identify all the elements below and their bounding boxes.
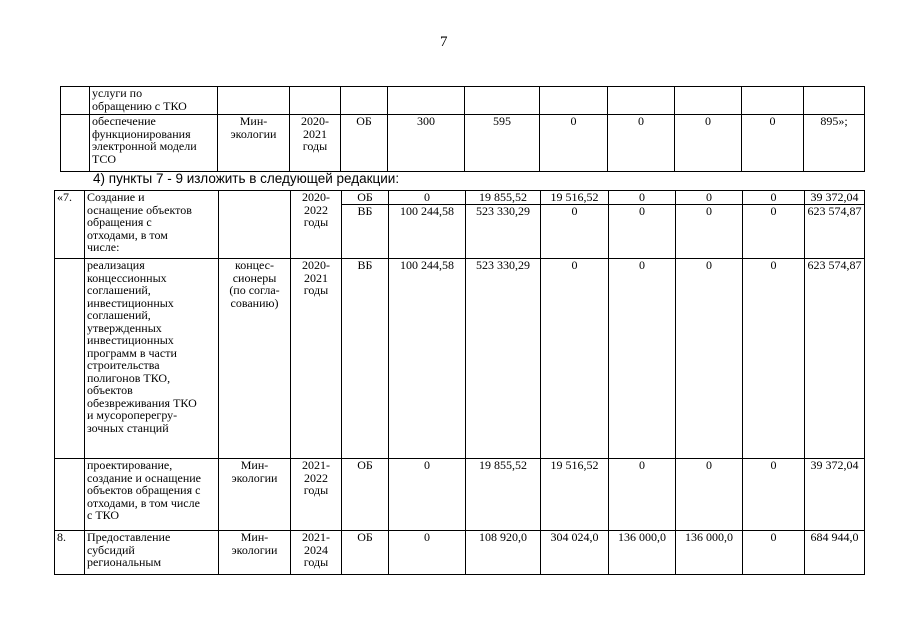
value-cell: 0	[389, 531, 466, 575]
item-number: «7.	[55, 191, 85, 259]
name-line: услуги по	[92, 86, 143, 100]
table-row	[55, 259, 865, 459]
value-cell: 0	[676, 259, 743, 459]
value-cell: 0	[540, 115, 608, 172]
value-cell: 0	[676, 459, 743, 531]
value-cell: 684 944,0	[805, 531, 865, 575]
table-row	[55, 459, 865, 531]
value-cell: 100 244,58	[389, 259, 466, 459]
period-cell: 2021- 2024 годы	[291, 531, 342, 575]
value-cell: 0	[743, 191, 805, 205]
value-cell: 895»;	[804, 115, 865, 172]
table-top	[60, 86, 865, 172]
value-cell: 39 372,04	[805, 191, 865, 205]
value-cell: 0	[743, 205, 805, 259]
executor-cell: Мин- экологии	[218, 115, 290, 172]
value-cell: 0	[609, 259, 676, 459]
value-cell: 39 372,04	[805, 459, 865, 531]
row-name-e-model	[90, 115, 218, 172]
value-cell: 0	[609, 205, 676, 259]
source-cell: ОБ	[342, 191, 389, 205]
value-cell: 0	[389, 191, 466, 205]
table-main	[54, 190, 865, 575]
value-cell: 0	[541, 259, 609, 459]
period-cell: 2021- 2022 годы	[291, 459, 342, 531]
value-cell: 623 574,87	[805, 259, 865, 459]
table-row	[55, 191, 865, 205]
item8-name: Предоставление субсидий региональным	[85, 531, 219, 575]
source-cell: ВБ	[342, 205, 389, 259]
value-cell: 0	[676, 205, 743, 259]
page-number: 7	[440, 34, 448, 50]
value-cell: 0	[541, 205, 609, 259]
value-cell: 304 024,0	[541, 531, 609, 575]
value-cell: 19 516,52	[541, 191, 609, 205]
table-row	[61, 87, 865, 115]
item7-name: Создание и оснащение объектов обращения с отходами, в том числе:	[85, 191, 219, 259]
executor-cell	[219, 191, 291, 259]
name-line: обращению с ТКО	[92, 98, 187, 113]
period-cell: 2020- 2021 годы	[290, 115, 341, 172]
period-cell: 2020- 2021 годы	[291, 259, 342, 459]
value-cell: 0	[743, 259, 805, 459]
source-cell: ОБ	[342, 459, 389, 531]
name-line: электронной модели	[92, 139, 197, 153]
executor-cell: Мин- экологии	[219, 459, 291, 531]
value-cell: 19 855,52	[466, 459, 541, 531]
name-line: обеспечение	[92, 114, 156, 128]
value-cell: 100 244,58	[389, 205, 466, 259]
sub2-name: проектирование, создание и оснащение объектов обращения с отходами, в том числе с ТКО	[85, 459, 219, 531]
value-cell: 0	[609, 459, 676, 531]
executor-cell: концес- сионеры (по согла- сованию)	[219, 259, 291, 459]
item-number: 8.	[55, 531, 85, 575]
value-cell: 0	[742, 115, 804, 172]
table-row	[61, 115, 865, 172]
name-line: функционирования	[92, 126, 191, 141]
value-cell: 300	[388, 115, 465, 172]
value-cell: 108 920,0	[466, 531, 541, 575]
value-cell: 0	[609, 191, 676, 205]
row-name-services	[90, 87, 218, 115]
value-cell: 523 330,29	[466, 205, 541, 259]
executor-cell: Мин- экологии	[219, 531, 291, 575]
table-row	[55, 531, 865, 575]
source-cell: ОБ	[341, 115, 388, 172]
value-cell: 0	[676, 191, 743, 205]
name-line: ТСО	[92, 151, 116, 166]
source-cell: ВБ	[342, 259, 389, 459]
value-cell: 19 516,52	[541, 459, 609, 531]
sub1-name: реализация концессионных соглашений, инвестиционных соглашений, утвержденных инвестиционных программ в части строительства полигонов ТКО, объектов обезвреживания ТКО и мусороперегру- зочных станций	[85, 259, 219, 459]
value-cell: 136 000,0	[676, 531, 743, 575]
value-cell: 523 330,29	[466, 259, 541, 459]
section-heading: 4) пункты 7 - 9 изложить в следующей редакции:	[93, 171, 400, 186]
value-cell: 19 855,52	[466, 191, 541, 205]
value-cell: 136 000,0	[609, 531, 676, 575]
value-cell: 623 574,87	[805, 205, 865, 259]
value-cell: 0	[608, 115, 675, 172]
source-cell: ОБ	[342, 531, 389, 575]
value-cell: 0	[743, 459, 805, 531]
value-cell: 0	[389, 459, 466, 531]
value-cell: 0	[675, 115, 742, 172]
value-cell: 595	[465, 115, 540, 172]
value-cell: 0	[743, 531, 805, 575]
period-cell: 2020- 2022 годы	[291, 191, 342, 259]
